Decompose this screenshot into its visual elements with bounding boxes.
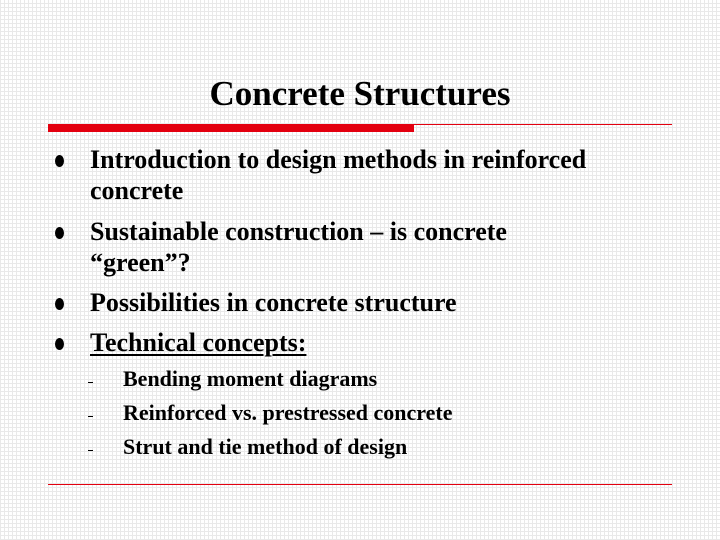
bullet-dot-icon	[55, 227, 64, 239]
bullet-text-line1: Sustainable construction – is concrete	[90, 217, 507, 246]
title-accent-bar	[48, 124, 414, 132]
subbullet-text: Strut and tie method of design	[123, 434, 408, 459]
bullet-text-line2: “green”?	[90, 248, 191, 277]
bullet-text-line1: Technical concepts:	[90, 328, 307, 357]
slide-title: Concrete Structures	[209, 74, 511, 113]
bullet-dot-icon	[55, 338, 64, 350]
subbullet-text: Bending moment diagrams	[123, 366, 378, 391]
bullet-text-line1: Introduction to design methods in reinforced	[90, 145, 587, 174]
bullet-dot-icon	[55, 298, 64, 310]
title-underline-rule	[414, 124, 672, 125]
bullet-dot-icon	[55, 155, 64, 167]
bullet-text-line1: Possibilities in concrete structure	[90, 288, 457, 317]
bullet-text-line2: concrete	[90, 176, 184, 205]
dash-bullet-icon	[88, 416, 93, 417]
dash-bullet-icon	[88, 450, 93, 451]
footer-rule	[48, 484, 672, 485]
subbullet-text: Reinforced vs. prestressed concrete	[123, 400, 453, 425]
dash-bullet-icon	[88, 382, 93, 383]
